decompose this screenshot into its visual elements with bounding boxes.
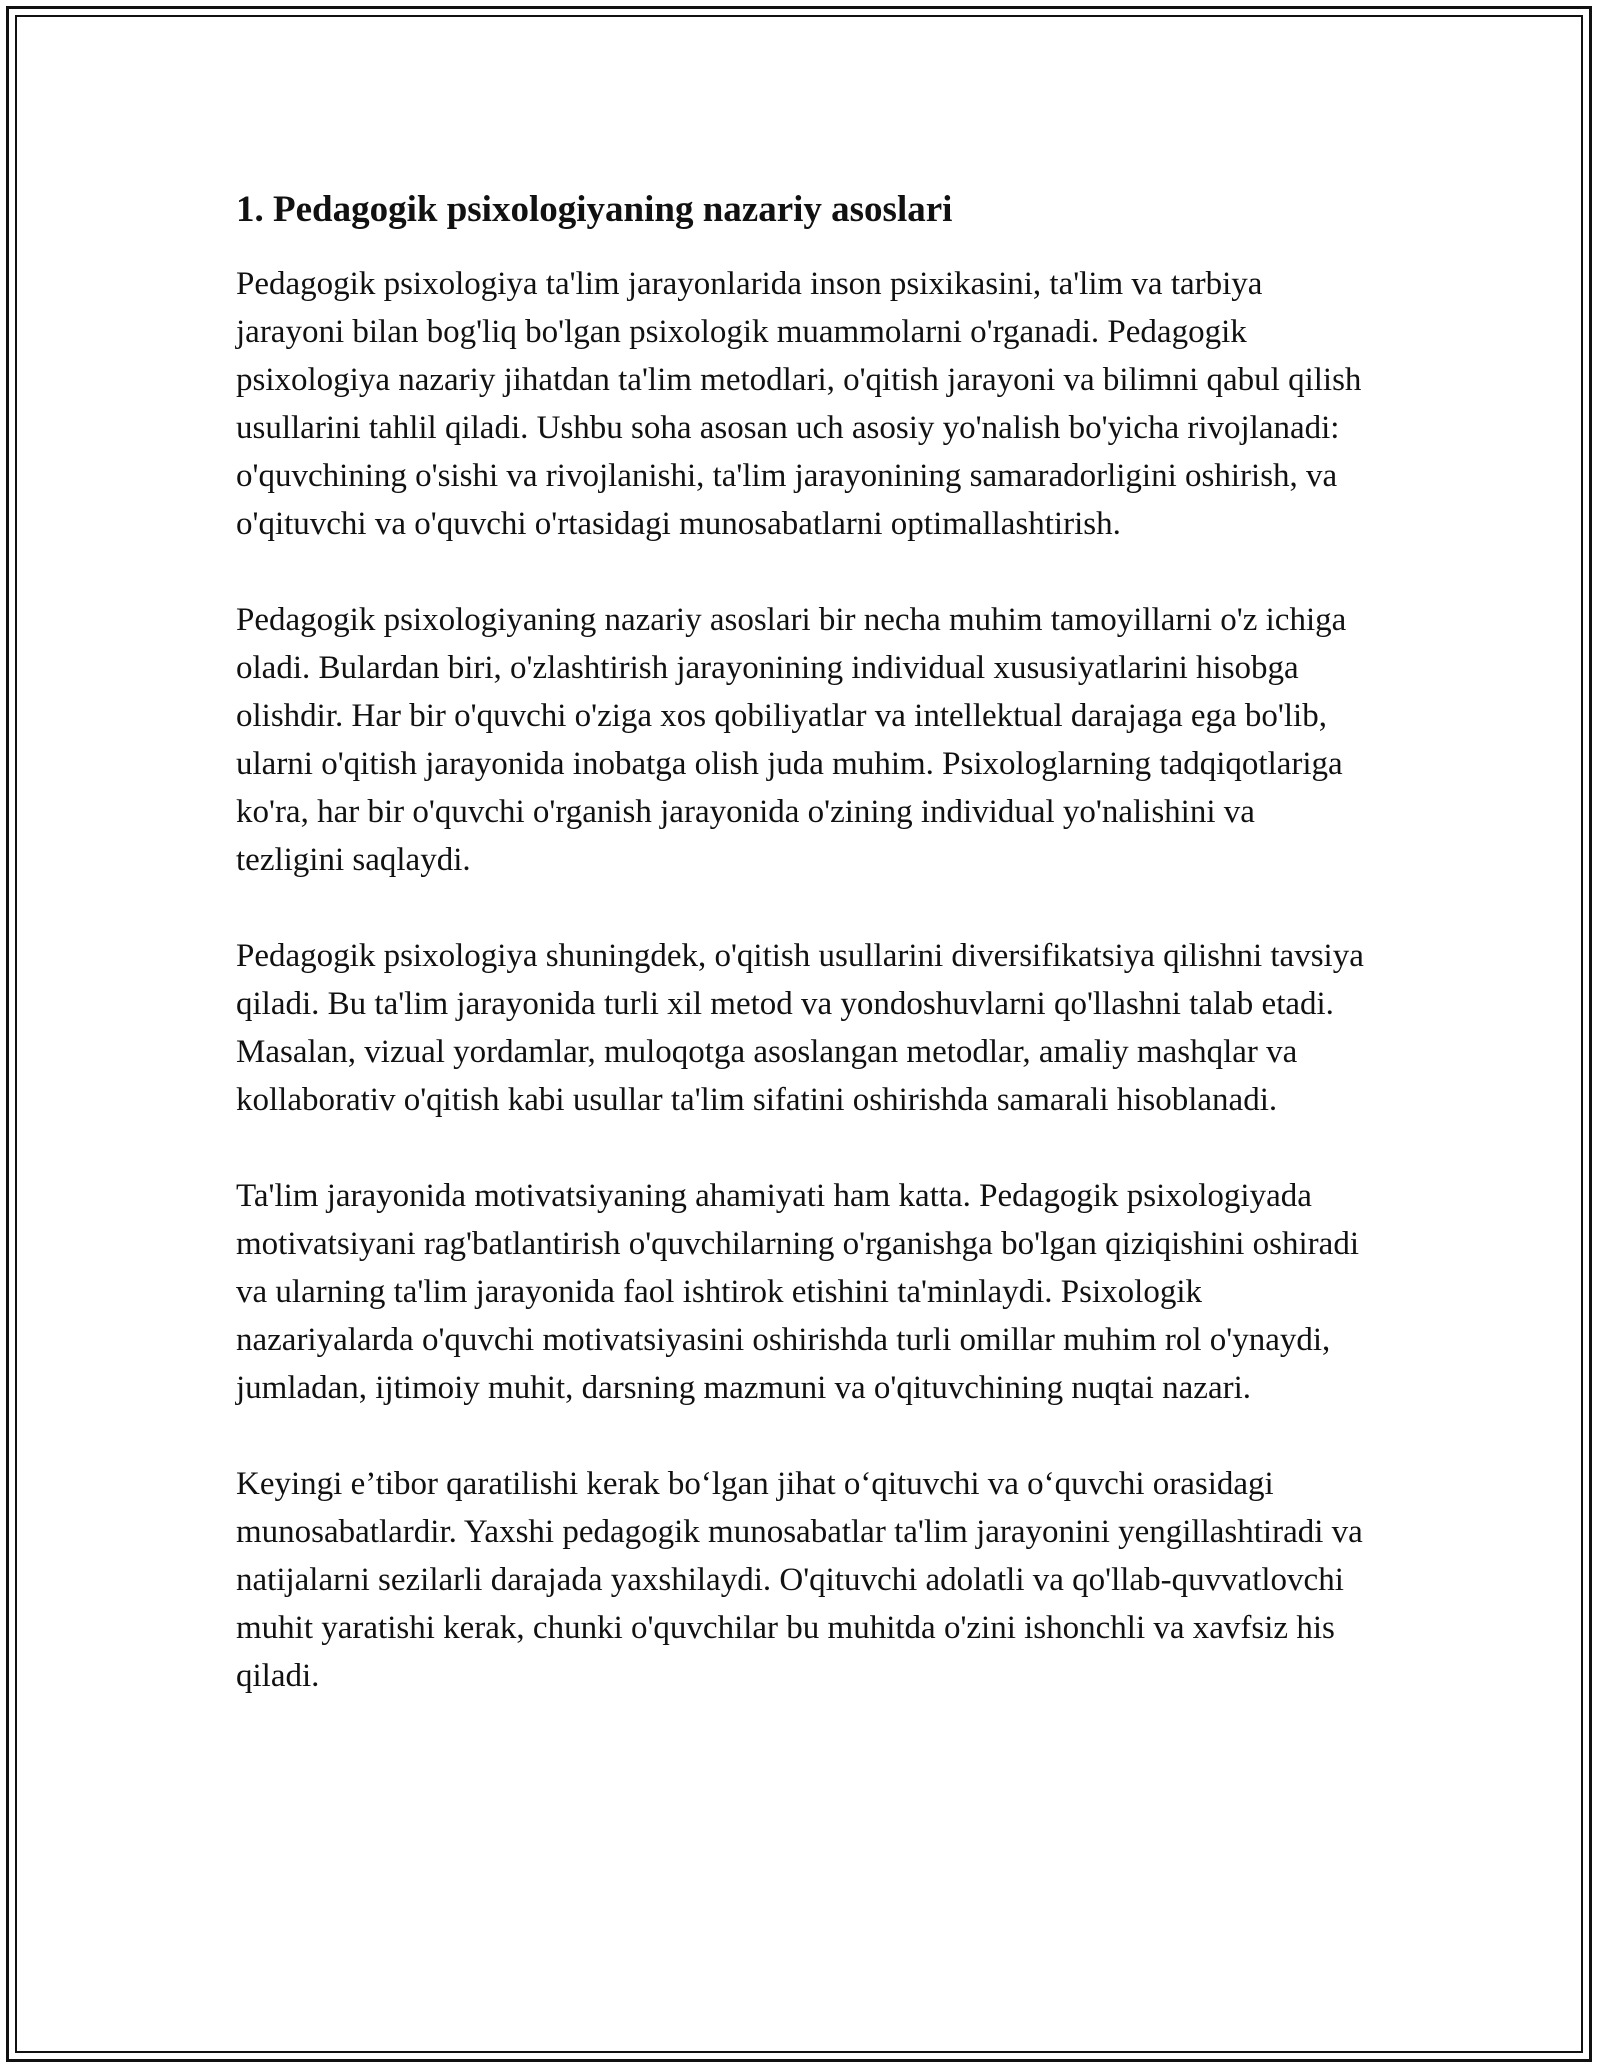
paragraph-5: Keyingi e’tibor qaratilishi kerak bo‘lgan jihat o‘qituvchi va o‘quvchi orasidagi munosabatlardir. Yaxshi pedagogik munosabatlar ta'lim jarayonini yengillashtiradi va natijalarni sezilarli darajada yaxshilaydi. O'qituvchi adolatli va qo'llab-quvvatlovchi muhit yaratishi kerak, chunki o'quvchilar bu muhitda o'zini ishonchli va xavfsiz his qiladi. [236,1466,1363,1695]
paragraph-1: Pedagogik psixologiya ta'lim jarayonlarida inson psixikasini, ta'lim va tarbiya jarayoni bilan bog'liq bo'lgan psixologik muammolarni o'rganadi. Pedagogik psixologiya nazariy jihatdan ta'lim metodlari, o'qitish jarayoni va bilimni qabul qilish usullarini tahlil qiladi. Ushbu soha asosan uch asosiy yo'nalish bo'yicha rivojlanadi: o'quvchining o'sishi va rivojlanishi, ta'lim jarayonining samaradorligini oshirish, va o'qituvchi va o'quvchi o'rtasidagi munosabatlarni optimallashtirish. [236,266,1362,543]
section-heading: 1. Pedagogik psixologiyaning nazariy asoslari [236,189,953,230]
paragraph-2: Pedagogik psixologiyaning nazariy asoslari bir necha muhim tamoyillarni o'z ichiga oladi. Bulardan biri, o'zlashtirish jarayonining individual xususiyatlarini hisobga olishdir. Har bir o'quvchi o'ziga xos qobiliyatlar va intellektual darajaga ega bo'lib, ularni o'qitish jarayonida inobatga olish juda muhim. Psixologlarning tadqiqotlariga ko'ra, har bir o'quvchi o'rganish jarayonida o'zining individual yo'nalishini va tezligini saqlaydi. [236,602,1347,879]
document-body [236,186,1366,1700]
paragraph-4: Ta'lim jarayonida motivatsiyaning ahamiyati ham katta. Pedagogik psixologiyada motivatsiyani rag'batlantirish o'quvchilarning o'rganishga bo'lgan qiziqishini oshiradi va ularning ta'lim jarayonida faol ishtirok etishini ta'minlaydi. Psixologik nazariyalarda o'quvchi motivatsiyasini oshirishda turli omillar muhim rol o'ynaydi, jumladan, ijtimoiy muhit, darsning mazmuni va o'qituvchining nuqtai nazari. [236,1178,1359,1407]
paragraph-3: Pedagogik psixologiya shuningdek, o'qitish usullarini diversifikatsiya qilishni tavsiya qiladi. Bu ta'lim jarayonida turli xil metod va yondoshuvlarni qo'llashni talab etadi. Masalan, vizual yordamlar, muloqotga asoslangan metodlar, amaliy mashqlar va kollaborativ o'qitish kabi usullar ta'lim sifatini oshirishda samarali hisoblanadi. [236,938,1364,1119]
